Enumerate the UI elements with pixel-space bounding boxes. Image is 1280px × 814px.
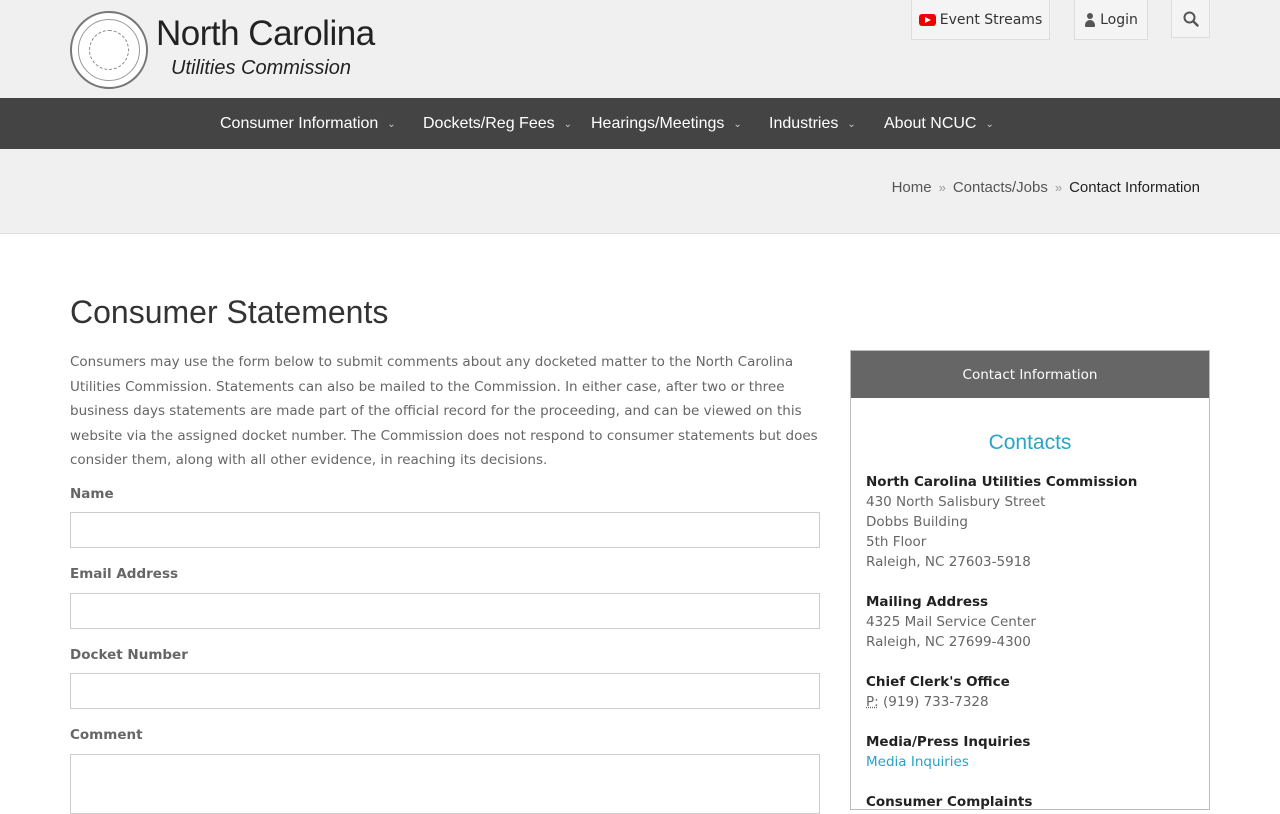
nav-dockets-reg-fees[interactable]	[423, 98, 572, 149]
nav-label: Dockets/Reg Fees	[423, 114, 555, 132]
nav-hearings-meetings[interactable]	[591, 98, 742, 149]
email-label: Email Address	[70, 566, 179, 582]
page-title: Consumer Statements	[70, 294, 389, 330]
login-label: Login	[1100, 11, 1138, 28]
login-button[interactable]	[1074, 0, 1148, 40]
contact-name: Mailing Address	[866, 594, 989, 610]
youtube-icon	[919, 14, 936, 26]
seal-emblem	[89, 30, 129, 70]
chevron-down-icon: ⌄	[733, 119, 742, 130]
contact-block-chief-clerk	[866, 672, 1010, 712]
name-input[interactable]	[70, 512, 820, 548]
breadcrumb-band	[0, 149, 1280, 234]
nav-about-ncuc[interactable]	[884, 98, 994, 149]
contact-block-media	[866, 732, 1030, 772]
breadcrumb-separator: »	[938, 180, 946, 195]
comment-label: Comment	[70, 727, 143, 743]
address-line: Raleigh, NC 27699-4300	[866, 634, 1031, 650]
brand-title[interactable]: North Carolina	[156, 14, 375, 53]
docket-number-label: Docket Number	[70, 647, 188, 663]
brand-subtitle[interactable]: Utilities Commission	[171, 57, 352, 79]
seal-ring	[78, 19, 140, 81]
event-streams-button[interactable]	[911, 0, 1050, 40]
state-seal-logo[interactable]	[70, 11, 148, 89]
chevron-down-icon: ⌄	[563, 119, 572, 130]
nav-label: Consumer Information	[220, 114, 379, 132]
breadcrumb-current: Contact Information	[1069, 179, 1200, 196]
nav-label: Hearings/Meetings	[591, 114, 725, 132]
nav-label: Industries	[769, 114, 839, 132]
contacts-title: Contacts	[988, 431, 1072, 454]
breadcrumb-contacts-jobs[interactable]: Contacts/Jobs	[952, 179, 1048, 196]
main-nav	[0, 98, 1280, 149]
search-button[interactable]	[1171, 0, 1210, 38]
media-inquiries-link[interactable]: Media Inquiries	[866, 754, 969, 770]
address-line: 5th Floor	[866, 534, 927, 550]
comment-textarea[interactable]	[70, 754, 820, 814]
nav-label: About NCUC	[884, 114, 977, 132]
contact-name: Media/Press Inquiries	[866, 734, 1031, 750]
chevron-down-icon: ⌄	[985, 119, 994, 130]
docket-number-input[interactable]	[70, 673, 820, 709]
event-streams-label: Event Streams	[939, 11, 1043, 28]
chevron-down-icon: ⌄	[847, 119, 856, 130]
contact-name: Consumer Complaints	[866, 794, 1033, 810]
nav-industries[interactable]	[769, 98, 856, 149]
nav-consumer-information[interactable]	[220, 98, 396, 149]
user-icon	[1084, 13, 1096, 27]
phone-line	[866, 692, 1010, 712]
breadcrumb	[892, 179, 1200, 196]
phone-prefix: P:	[866, 694, 879, 710]
breadcrumb-separator: »	[1054, 180, 1063, 195]
contact-information-panel	[850, 350, 1210, 810]
phone-number[interactable]: (919) 733-7328	[883, 694, 989, 710]
intro-paragraph: Consumers may use the form below to submit comments about any docketed matter to the North Carolina Utilities Commission. Statements can also be mailed to the Commission. In either case, after two or three business days statements are made part of the official record for the proceeding, and can be viewed on this website via the assigned docket number. The Commission does not respond to consumer statements but does consider them, along with all other evidence, in reaching its decisions.	[70, 354, 818, 468]
address-line: Raleigh, NC 27603-5918	[866, 554, 1031, 570]
contact-block-ncuc	[866, 472, 1137, 572]
address-line: Dobbs Building	[866, 514, 968, 530]
breadcrumb-home[interactable]: Home	[891, 179, 932, 196]
address-line: 430 North Salisbury Street	[866, 494, 1046, 510]
email-input[interactable]	[70, 593, 820, 629]
contact-block-complaints	[866, 792, 1032, 812]
chevron-down-icon: ⌄	[387, 119, 396, 130]
contact-block-mailing	[866, 592, 1036, 652]
contact-name: North Carolina Utilities Commission	[866, 474, 1138, 490]
search-icon	[1183, 11, 1199, 27]
contact-name: Chief Clerk's Office	[866, 674, 1010, 690]
site-header	[0, 0, 1280, 98]
name-label: Name	[70, 486, 114, 502]
address-line: 4325 Mail Service Center	[866, 614, 1036, 630]
panel-header: Contact Information	[851, 351, 1209, 398]
